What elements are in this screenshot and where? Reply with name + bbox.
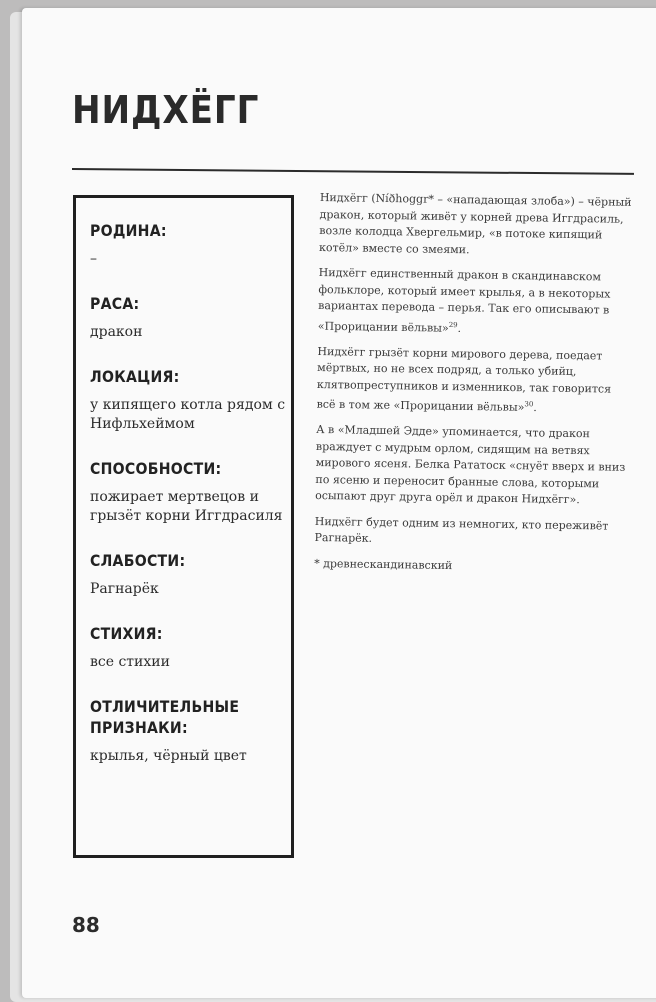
page-number: 88 [72, 913, 100, 937]
field-label: СЛАБОСТИ: [90, 551, 186, 570]
field-label: ЛОКАЦИЯ: [90, 367, 180, 386]
paragraph: А в «Младшей Эдде» упоминается, что дракон враждует с мудрым орлом, сидящим на ветвях мирового ясеня. Белка Рататоск «снуёт вверх и вниз по ясеню и переносит бранные слова, которыми осыпают друг друга орёл и дракон Нидхёгг». [315, 423, 626, 507]
field-value: дракон [90, 324, 143, 340]
field-value: – [90, 251, 97, 267]
footnote-ref: 30 [524, 400, 534, 409]
info-card [73, 195, 294, 858]
field-label: РОДИНА: [90, 221, 167, 240]
footnote: * древнескандинавский [314, 556, 453, 572]
field-label: СПОСОБНОСТИ: [90, 459, 222, 478]
paragraph-end: . [533, 401, 537, 415]
field-label: РАСА: [90, 294, 140, 313]
paragraph: Нидхёгг будет одним из немногих, кто переживёт Рагнарёк. [314, 514, 609, 546]
body-text [314, 190, 632, 586]
field-race [90, 293, 291, 342]
paragraph [316, 344, 629, 419]
field-label: ОТЛИЧИТЕЛЬНЫЕ ПРИЗНАКИ: [90, 697, 240, 737]
paragraph [318, 265, 631, 340]
field-element [90, 623, 291, 672]
field-value: пожирает мертвецов и грызёт корни Иггдрасиля [90, 489, 283, 524]
field-value: крылья, чёрный цвет [90, 748, 247, 764]
field-value: все стихии [90, 654, 170, 670]
field-abilities [90, 458, 291, 526]
field-value: у кипящего котла рядом с Нифльхеймом [90, 397, 286, 432]
field-value: Рагнарёк [90, 581, 159, 597]
field-weaknesses [90, 550, 291, 599]
paragraph-end: . [457, 321, 462, 335]
field-homeland [90, 220, 291, 269]
footnote-ref: 29 [448, 320, 458, 329]
field-label: СТИХИЯ: [90, 624, 163, 643]
paragraph-text: Нидхёгг грызёт корни мирового дерева, поедает мёртвых, но не всех подряд, а только убийц, клятвопреступников и изменников, так говорится всё в том же «Прорицании вёльвы» [316, 344, 612, 415]
field-location [90, 366, 291, 434]
page-title: НИДХЁГГ [72, 88, 260, 132]
field-distinctive-features [90, 696, 291, 766]
paragraph: Нидхёгг (Níðhoggr* – «нападающая злоба») – чёрный дракон, который живёт у корней древа Иггдрасиль, возле колодца Хвергельмир, «в потоке кипящий котёл» вместе со змеями. [319, 190, 632, 256]
paragraph-text: Нидхёгг единственный дракон в скандинавском фольклоре, который имеет крылья, а в некоторых вариантах перевода – перья. Так его описывают в «Прорицании вёльвы» [317, 265, 611, 335]
